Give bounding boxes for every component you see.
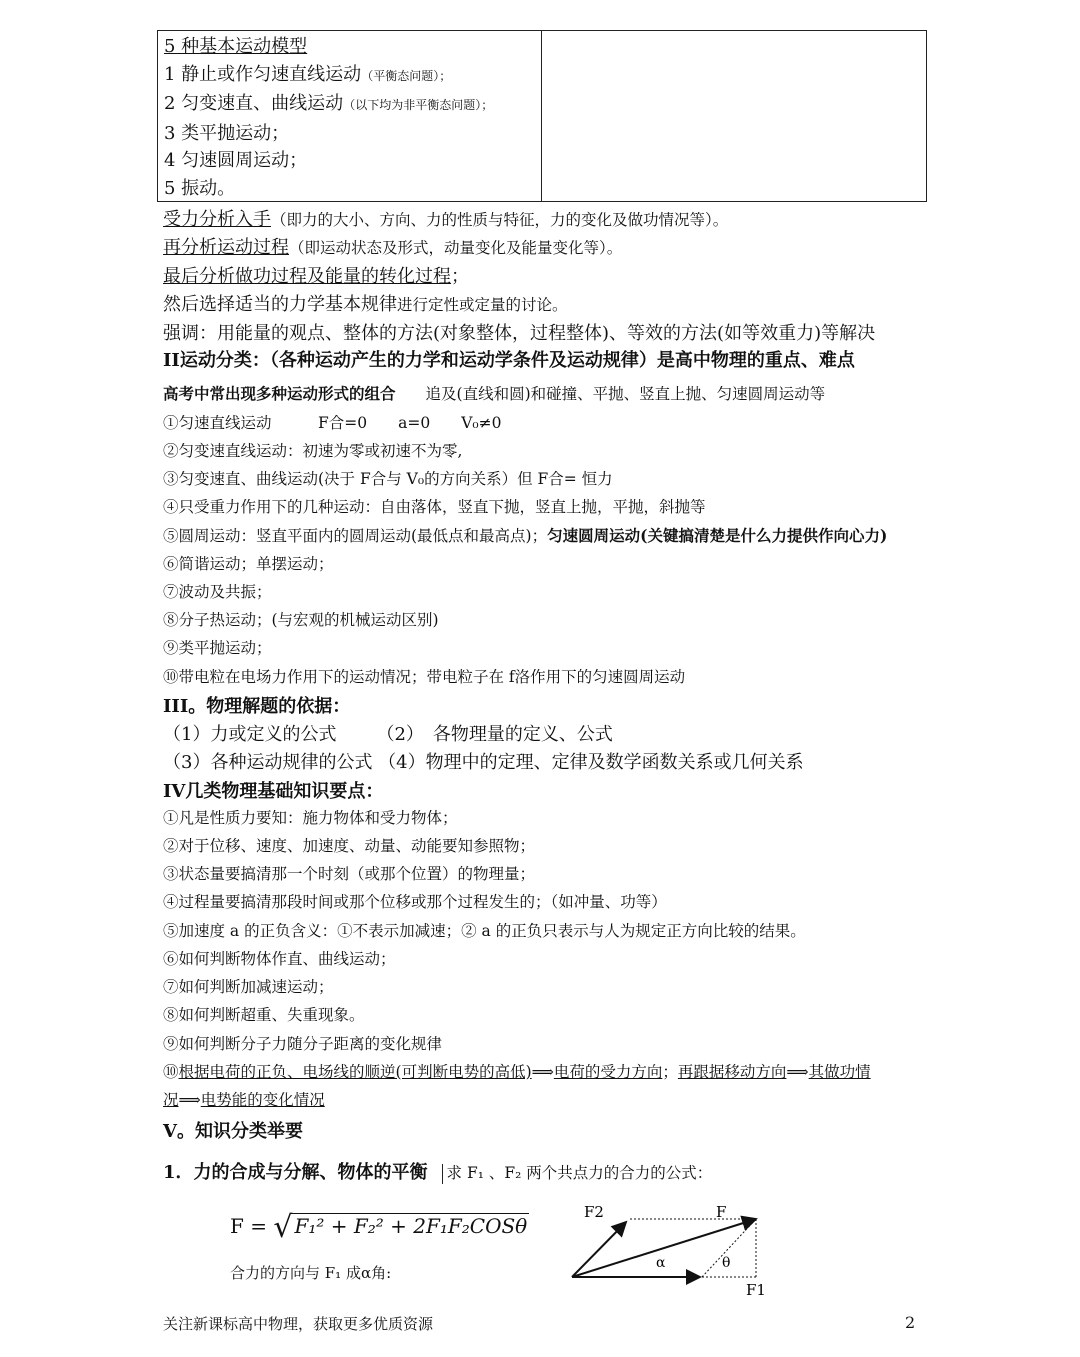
label-f: F bbox=[716, 1203, 727, 1221]
table-line bbox=[164, 90, 535, 120]
intro-tail: ； bbox=[451, 266, 469, 287]
intro-emphasis: 再分析运动过程 bbox=[163, 237, 289, 258]
table-line-text: 1 静止或作匀速直线运动 bbox=[164, 63, 362, 85]
list-item: ⑥如何判断物体作直、曲线运动； bbox=[163, 950, 396, 968]
label-alpha: α bbox=[656, 1255, 666, 1271]
subline-rest: 追及(直线和圆)和碰撞、平抛、竖直上抛、匀速圆周运动等 bbox=[425, 385, 826, 403]
list-item: ④过程量要搞清那段时间或那个位移或那个过程发生的；（如冲量、功等） bbox=[163, 893, 667, 911]
list-item: ②匀变速直线运动：初速为零或初速不为零, bbox=[163, 442, 463, 460]
item-part: 电势能的变化情况 bbox=[200, 1091, 325, 1109]
list-item-bold: 匀速圆周运动(关键搞清楚是什么力提供作向心力) bbox=[547, 526, 888, 545]
list-item bbox=[163, 524, 887, 546]
table-line bbox=[164, 61, 535, 91]
intro-note: 进行定性或定量的讨论。 bbox=[397, 296, 568, 314]
intro-emphasis: 受力分析入手 bbox=[163, 209, 271, 230]
label-f2: F2 bbox=[584, 1203, 604, 1221]
item-part: 电荷的受力方向 bbox=[553, 1063, 663, 1081]
label-theta: θ bbox=[722, 1255, 731, 1271]
table-line-text: 2 匀变速直、曲线运动 bbox=[164, 93, 344, 114]
formula-caption: 合力的方向与 F₁ 成α角: bbox=[230, 1264, 392, 1282]
section-3-heading: III。物理解题的依据： bbox=[163, 696, 351, 717]
page-number: 2 bbox=[905, 1313, 916, 1332]
table-line bbox=[164, 175, 535, 203]
list-item-text: ⑤圆周运动：竖直平面内的圆周运动(最低点和最高点)； bbox=[163, 527, 548, 545]
implies-arrow-icon: ⟹ bbox=[178, 1091, 201, 1109]
table-line-note: （以下均为非平衡态问题）； bbox=[343, 98, 494, 112]
section-2-subline bbox=[163, 382, 825, 404]
list-item: ⑤加速度 a 的正负含义：①不表示加减速；② a 的正负只表示与人为规定正方向比较的结果。 bbox=[163, 922, 806, 940]
table-line bbox=[164, 33, 535, 61]
table-line-note: （平衡态问题）； bbox=[361, 68, 452, 83]
intro-line-3 bbox=[163, 262, 469, 288]
implies-arrow-icon: ⟹ bbox=[531, 1063, 554, 1081]
list-item: ⑦波动及共振； bbox=[163, 583, 272, 601]
section-3-row-2: （3）各种运动规律的公式 （4）物理中的定理、定律及数学函数关系或几何关系 bbox=[163, 752, 804, 773]
item-number: ⑩ bbox=[163, 1063, 179, 1081]
row-part: （2） 各物理量的定义、公式 bbox=[376, 724, 613, 745]
list-item: ⑨类平抛运动； bbox=[163, 639, 272, 657]
sqrt-icon: √ bbox=[273, 1210, 293, 1245]
table-line-text: 5 振动。 bbox=[164, 177, 236, 199]
table-line-text: 4 匀速圆周运动； bbox=[164, 150, 308, 171]
section-5-subheading bbox=[163, 1158, 712, 1184]
list-item: ①匀速直线运动 F合=0 a=0 V₀≠0 bbox=[163, 414, 502, 432]
list-item: ③状态量要搞清那一个时刻（或那个位置）的物理量； bbox=[163, 865, 536, 883]
item-separator: ； bbox=[662, 1063, 678, 1081]
text-cursor-mark bbox=[442, 1164, 443, 1184]
list-item: ④只受重力作用下的几种运动：自由落体，竖直下抛，竖直上抛，平抛，斜抛等 bbox=[163, 498, 706, 516]
item-part: 况 bbox=[163, 1091, 179, 1109]
section-3-row-1 bbox=[163, 720, 613, 746]
intro-line-5: 强调：用能量的观点、整体的方法(对象整体，过程整体)、等效的方法(如等效重力)等解决 bbox=[163, 323, 876, 344]
item-part: 根据电荷的正负、电场线的顺逆(可判断电势的高低) bbox=[178, 1063, 532, 1081]
resultant-force-formula bbox=[230, 1210, 529, 1245]
list-item: ⑧如何判断超重、失重现象。 bbox=[163, 1006, 365, 1024]
table-line bbox=[164, 147, 535, 175]
implies-arrow-icon: ⟹ bbox=[786, 1063, 809, 1081]
list-item: ①凡是性质力要知：施力物体和受力物体； bbox=[163, 809, 458, 827]
section-5-heading: V。知识分类举要 bbox=[163, 1121, 303, 1142]
subheading-rest: 求 F₁ 、F₂ 两个共点力的合力的公式： bbox=[446, 1164, 713, 1182]
intro-line-1 bbox=[163, 205, 728, 231]
intro-emphasis: 最后分析做功过程及能量的转化过程 bbox=[163, 266, 451, 287]
list-item: ⑨如何判断分子力随分子距离的变化规律 bbox=[163, 1035, 443, 1053]
intro-line-4 bbox=[163, 290, 568, 316]
table-line bbox=[164, 120, 535, 148]
formula-rhs: F₁² + F₂² + 2F₁F₂COSθ bbox=[294, 1214, 528, 1238]
table-line-text: 3 类平抛运动； bbox=[164, 122, 290, 144]
motion-model-table bbox=[157, 30, 927, 202]
intro-note: （即运动状态及形式，动量变化及能量变化等）。 bbox=[289, 239, 623, 257]
list-item: ②对于位移、速度、加速度、动量、动能要知参照物； bbox=[163, 837, 536, 855]
list-item: ⑦如何判断加减速运动； bbox=[163, 978, 334, 996]
list-item-10 bbox=[163, 1060, 871, 1082]
table-line-text: 5 种基本运动模型 bbox=[164, 36, 308, 57]
intro-note: （即力的大小、方向、力的性质与特征，力的变化及做功情况等）。 bbox=[271, 211, 729, 229]
force-parallelogram-diagram bbox=[560, 1195, 780, 1300]
list-item: ⑥简谐运动；单摆运动； bbox=[163, 555, 334, 573]
table-left-cell bbox=[158, 31, 542, 201]
footer-text: 关注新课标高中物理，获取更多优质资源 bbox=[163, 1315, 434, 1333]
item-part: 再跟据移动方向 bbox=[677, 1063, 787, 1081]
label-f1: F1 bbox=[746, 1281, 766, 1299]
section-2-heading: II运动分类：（各种运动产生的力学和运动学条件及运动规律）是高中物理的重点、难点 bbox=[163, 350, 855, 371]
formula-lhs: F = bbox=[230, 1214, 267, 1238]
list-item: ③匀变速直、曲线运动(决于 F合与 V₀的方向关系）但 F合= 恒力 bbox=[163, 470, 613, 488]
row-part: （1）力或定义的公式 bbox=[163, 724, 337, 745]
intro-text: 然后选择适当的力学基本规律 bbox=[163, 294, 397, 315]
table-right-cell bbox=[542, 31, 926, 201]
intro-line-2 bbox=[163, 233, 622, 259]
list-item: ⑩带电粒在电场力作用下的运动情况；带电粒子在 f洛作用下的匀速圆周运动 bbox=[163, 668, 686, 686]
item-part: 其做功情 bbox=[808, 1063, 871, 1081]
list-item-10-cont bbox=[163, 1088, 325, 1110]
subline-bold: 高考中常出现多种运动形式的组合 bbox=[163, 384, 396, 403]
subheading-bold: 1．力的合成与分解、物体的平衡 bbox=[163, 1162, 428, 1183]
list-item: ⑧分子热运动；(与宏观的机械运动区别) bbox=[163, 611, 439, 629]
section-4-heading: IV几类物理基础知识要点： bbox=[163, 781, 384, 802]
